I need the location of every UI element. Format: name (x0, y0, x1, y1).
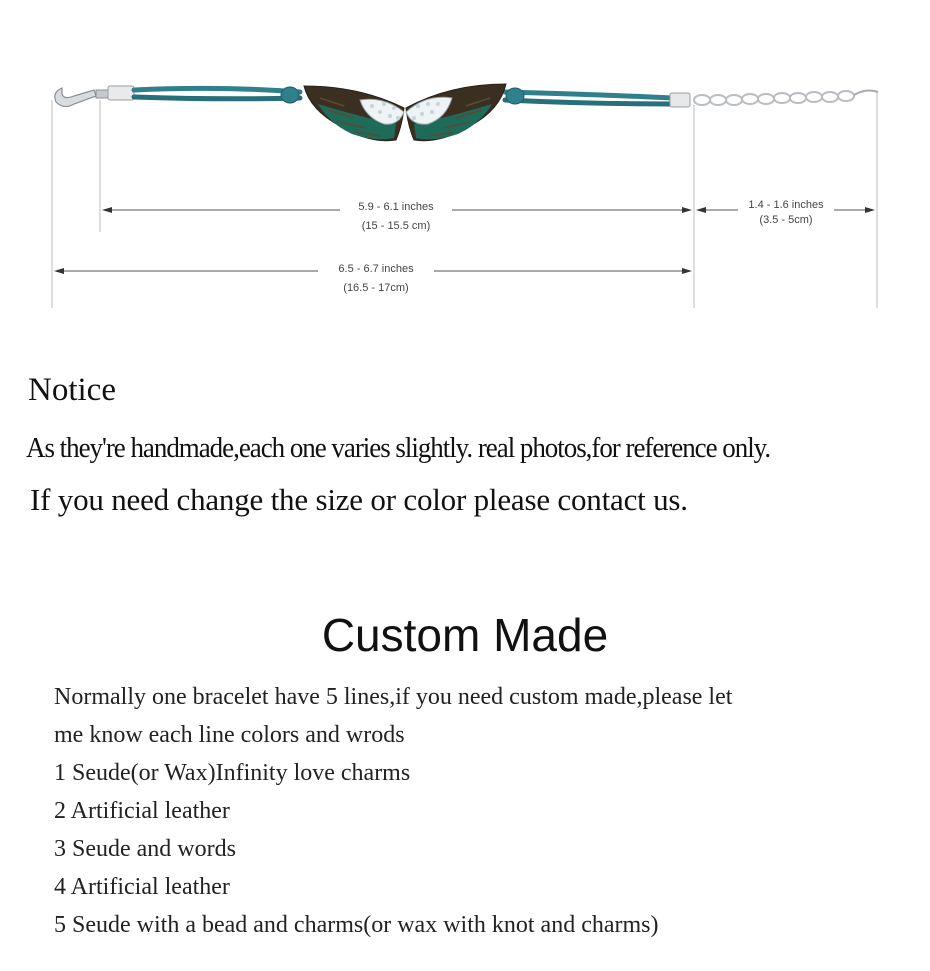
dimension-inner-length (340, 201, 452, 232)
dimension-extender-cm: (3.5 - 5cm) (759, 214, 813, 226)
custom-line-item: 2 Artificial leather (54, 798, 230, 824)
custom-line-item: 1 Seude(or Wax)Infinity love charms (54, 760, 411, 786)
dimension-total-length (318, 263, 434, 294)
notice-heading: Notice (28, 372, 116, 408)
custom-intro-line-2: me know each line colors and wrods (54, 722, 405, 748)
cord-left (134, 87, 300, 103)
notice-handmade-text: As they're handmade,each one varies slightly. real photos,for reference only. (26, 432, 771, 464)
dimension-inner-inches: 5.9 - 6.1 inches (358, 201, 434, 213)
dimension-inner-cm: (15 - 15.5 cm) (361, 220, 431, 232)
custom-made-heading: Custom Made (321, 609, 609, 661)
custom-made-description (54, 678, 904, 944)
custom-line-item: 4 Artificial leather (54, 874, 230, 900)
cord-right (505, 88, 672, 104)
dimension-total-cm: (16.5 - 17cm) (343, 282, 409, 294)
custom-line-item: 5 Seude with a bead and charms(or wax with knot and charms) (54, 912, 659, 938)
extender-chain-icon (670, 91, 878, 107)
dimension-extender-inches: 1.4 - 1.6 inches (748, 199, 824, 211)
dimension-total-inches: 6.5 - 6.7 inches (338, 263, 414, 275)
lobster-clasp-icon (55, 86, 134, 107)
bracelet-illustration (0, 0, 930, 320)
custom-line-item: 3 Seude and words (54, 836, 236, 862)
dimension-extender-length (738, 199, 834, 226)
angel-wings-charm-icon (304, 84, 506, 141)
bracelet-size-diagram (0, 0, 930, 320)
custom-intro-line-1: Normally one bracelet have 5 lines,if you need custom made,please let (54, 684, 733, 710)
notice-contact-text: If you need change the size or color please contact us. (30, 482, 688, 517)
